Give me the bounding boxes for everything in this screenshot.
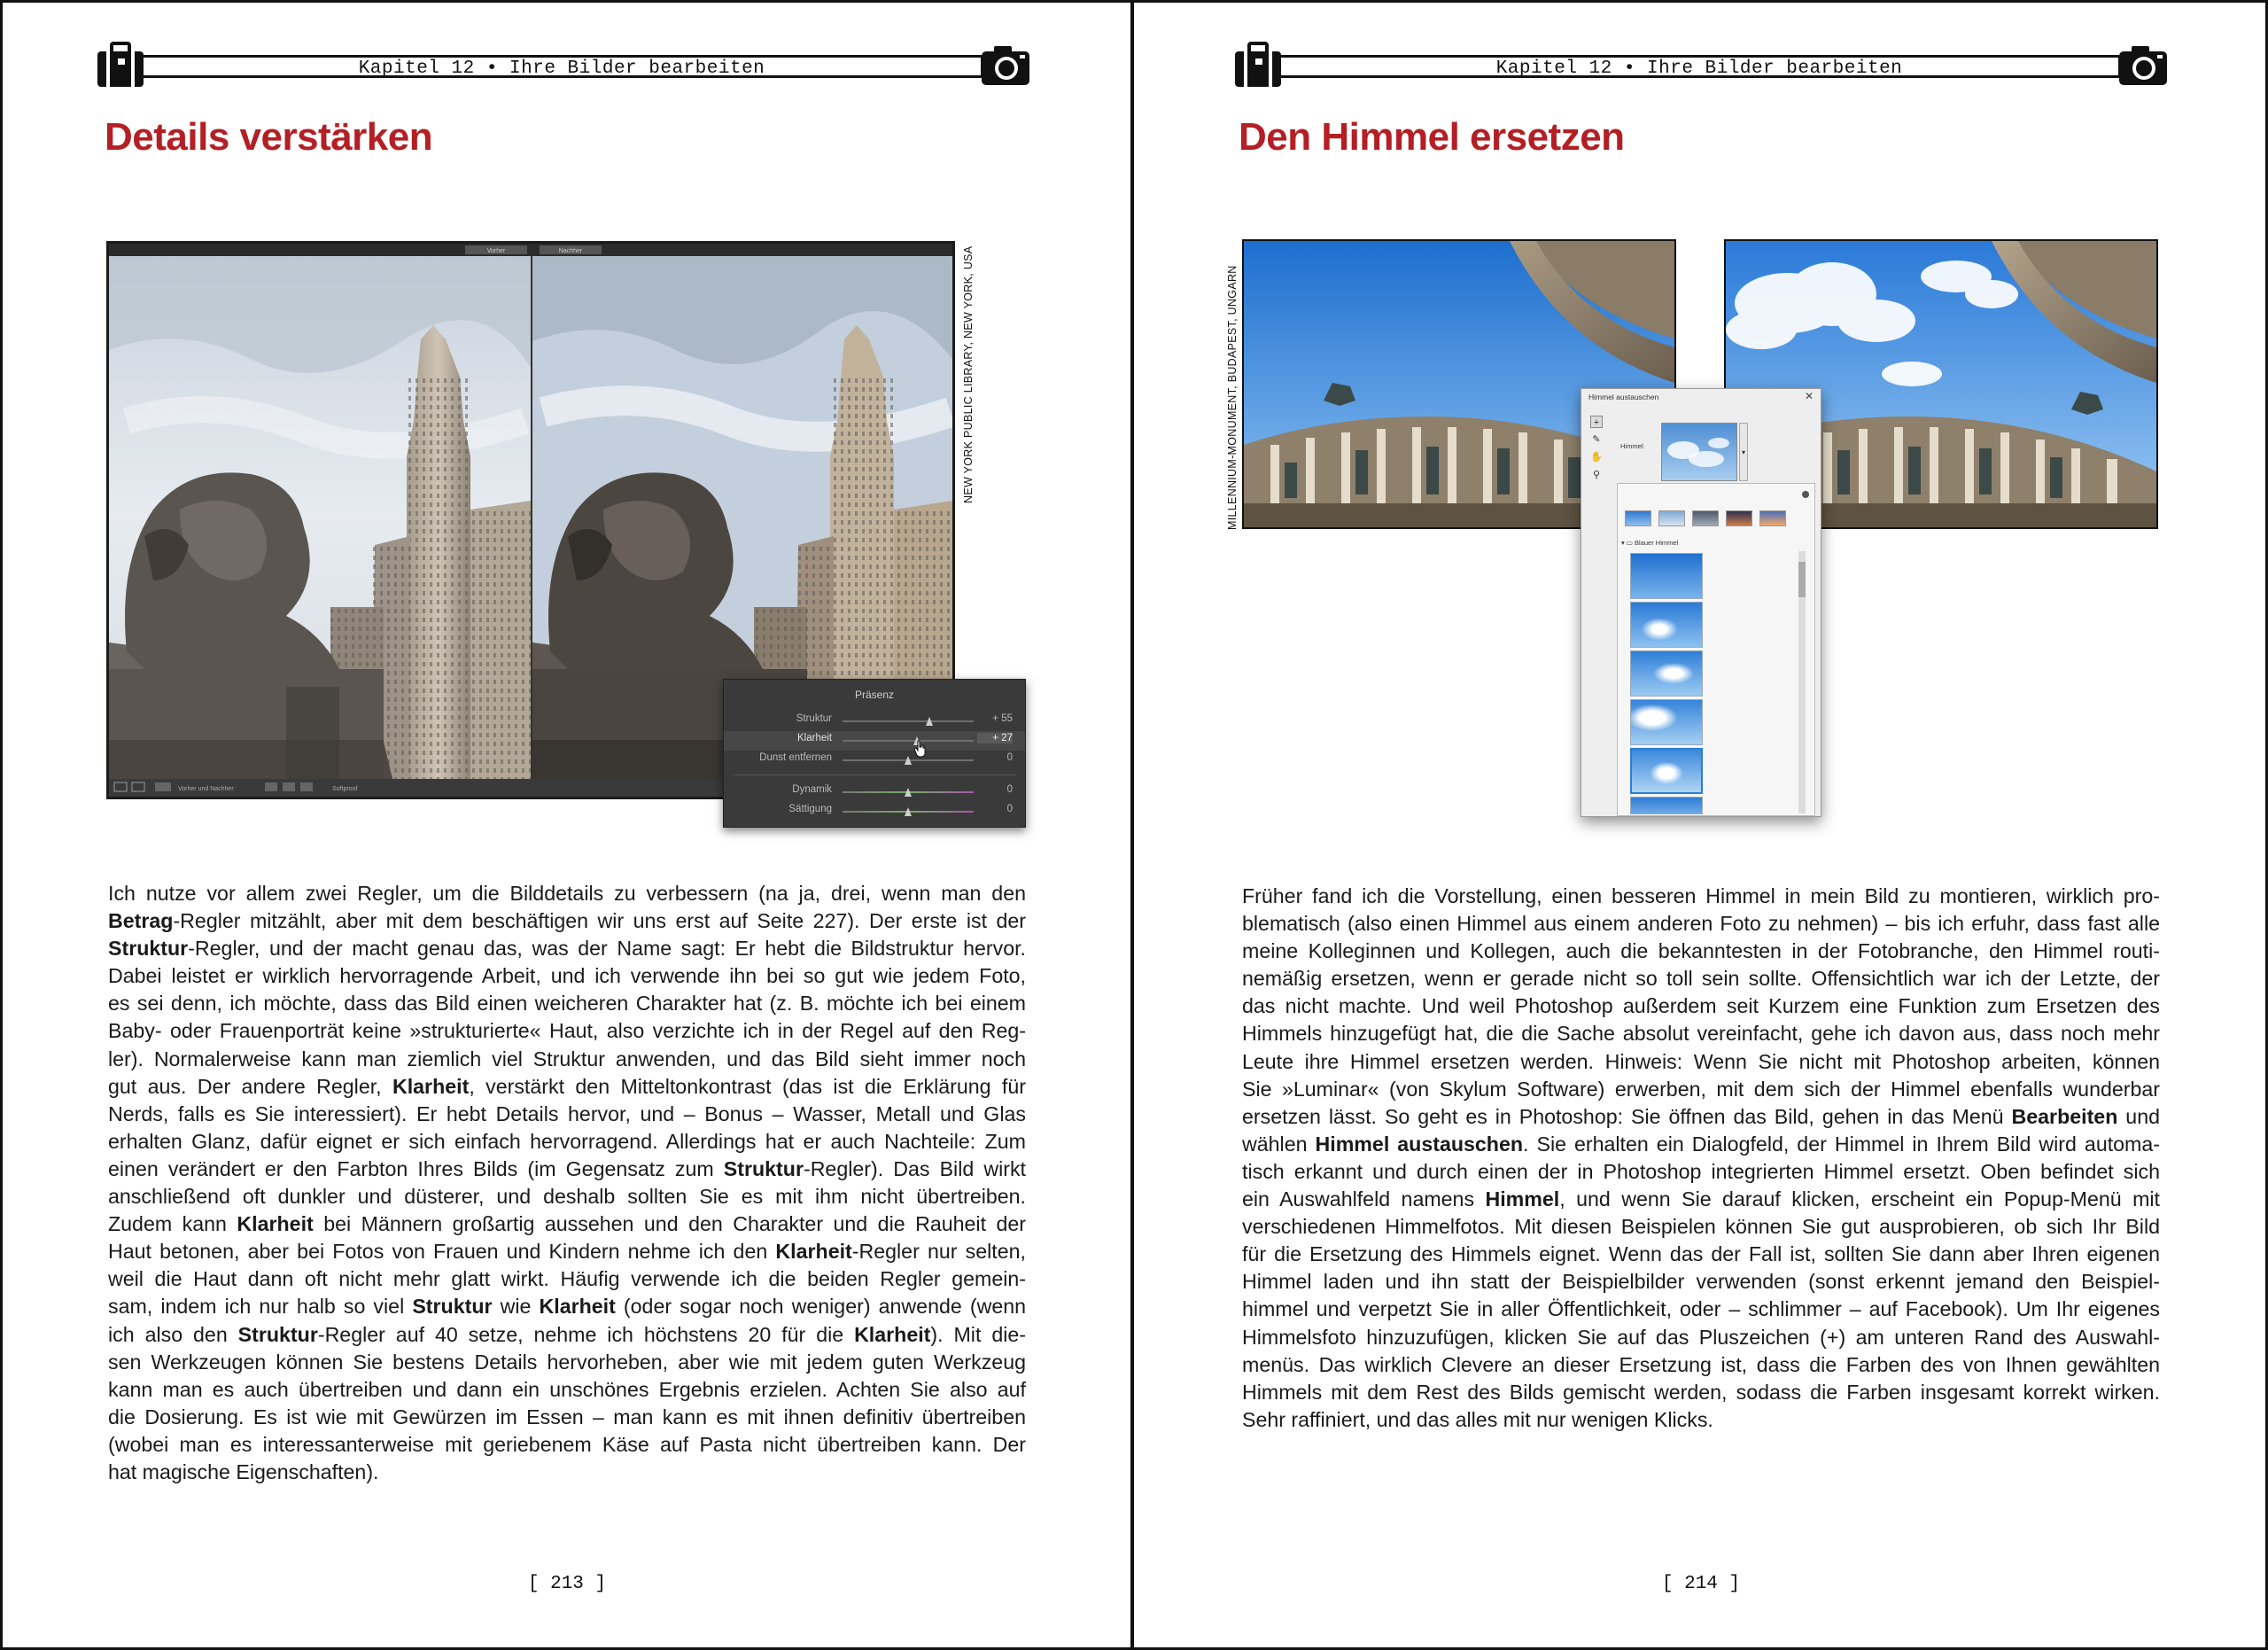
running-header [1233, 41, 2169, 90]
header-bar [1278, 55, 2121, 78]
settings-gear-icon[interactable] [1802, 491, 1809, 498]
header-text: Kapitel 12 • Ihre Bilder bearbeiten [358, 58, 765, 79]
sky-group-thumb[interactable] [1726, 510, 1752, 526]
sky-group-thumbs [1625, 510, 1793, 528]
move-tool-icon[interactable]: + [1590, 416, 1603, 428]
text-line: Himmels mit dem Rest des Bilds gemischt werden, sodass die Farben insgesamt korrekt wirken. [1242, 1380, 2160, 1404]
slider-label: Dynamik [792, 784, 832, 795]
text-line: verschiedenen Himmelfotos. Mit diesen Beispielen können Sie gut ausprobieren, ob sich Ihr Bild [1242, 1215, 2160, 1239]
after-tab: Nachher [558, 248, 583, 254]
sky-preset-item-selected[interactable] [1630, 748, 1703, 794]
text-line: menüs. Das wirklich Clevere an dieser Ersetzung ist, dass die Farben des von Ihnen gewählten [1242, 1352, 2160, 1376]
text-line: nemäßig ersetzen, wenn er gerade nicht so toll sein sollte. Offensichtlich war ich der Letzte, der [1242, 967, 2160, 991]
zoom-tool-icon[interactable]: ⚲ [1592, 470, 1601, 480]
sky-group-thumb[interactable] [1658, 510, 1685, 526]
sky-preset-menu [1617, 483, 1815, 816]
sky-group-label: Blauer Himmel [1635, 539, 1679, 547]
text-line: Früher fand ich die Vorstellung, einen besseren Himmel in mein Bild zu montieren, wirklich pro- [1242, 884, 2160, 907]
slider-label: Klarheit [797, 733, 832, 743]
text-line: sen Werkzeugen können Sie bestens Details hervorheben, aber wie mit jedem guten Werkzeug [108, 1350, 1026, 1374]
text-line: Sehr raffiniert, und das alles mit nur wenigen Klicks. [1242, 1407, 1713, 1431]
sky-group-header[interactable]: ▾ ▭ Blauer Himmel [1621, 539, 1679, 547]
before-tab: Vorher [486, 248, 506, 254]
sky-group-thumb[interactable] [1625, 510, 1651, 526]
sky-select-field[interactable] [1661, 423, 1737, 481]
slider-row-dunst[interactable] [724, 751, 1025, 770]
text-line: himmel und verpetzt Sie in aller Öffentlichkeit, oder – schlimmer – auf Facebook). Um Ihr eigenes [1242, 1297, 2160, 1321]
photo-caption: NEW YORK PUBLIC LIBRARY, NEW YORK, USA [962, 245, 975, 503]
body-text-right [1242, 883, 2160, 1434]
text-line: Himmels hinzugefügt hat, die die Sache absolut vereinfacht, gehe ich davon aus, dass noch mehr [1242, 1022, 2160, 1046]
text-line: sam, indem ich nur halb so viel Struktur wie Klarheit (oder sogar noch weniger) anwende (wenn [108, 1295, 1026, 1319]
suitcase-icon [1233, 41, 1285, 89]
slider-row-saettigung[interactable] [724, 802, 1025, 821]
slider-value: + 55 [992, 713, 1013, 724]
slider-row-struktur[interactable] [724, 712, 1025, 731]
slider-value: 0 [1006, 784, 1013, 795]
text-line: ein Auswahlfeld namens Himmel, und wenn Sie darauf klicken, erscheint ein Popup-Menü mit [1242, 1187, 2160, 1211]
text-line: Struktur-Regler, und der macht genau das, was der Name sagt: Er hebt die Bildstruktur hervor. [108, 937, 1026, 961]
page-number: [ 213 ] [527, 1574, 607, 1594]
slider-value: 0 [1006, 752, 1013, 763]
text-line: ersetzen lässt. So geht es in Photoshop: Sie öffnen das Bild, gehen in das Menü Bearbeiten und [1242, 1104, 2160, 1128]
text-line: Nerds, falls es Sie interessiert). Er hebt Details hervor, und – Bonus – Wasser, Metall und Glas [108, 1101, 1026, 1125]
text-line: Baby- oder Frauenporträt keine »strukturierte« Haut, also verzichte ich in der Regel auf den Reg- [108, 1019, 1026, 1043]
page-title: Den Himmel ersetzen [1239, 115, 1625, 159]
header-bar [140, 55, 983, 78]
slider-label: Struktur [796, 713, 832, 724]
text-line: Betrag-Regler mitzählt, aber mit dem beschäftigen wir uns erst auf Seite 227). Der erste ist der [108, 909, 1026, 933]
slider-value: 0 [1006, 804, 1013, 814]
text-line: Zudem kann Klarheit bei Männern großartig aussehen und den Charakter und die Rauheit der [108, 1212, 1026, 1236]
sky-group-thumb[interactable] [1759, 510, 1786, 526]
sky-preset-item[interactable] [1630, 650, 1703, 697]
sky-thumb-image [1662, 424, 1736, 480]
body-text [108, 880, 1026, 1486]
sky-preset-list [1630, 553, 1703, 817]
close-icon[interactable]: ✕ [1804, 390, 1814, 402]
photo-caption: MILLENNIUM-MONUMENT, BUDAPEST, UNGARN [1226, 265, 1239, 530]
text-line: Himmelsfoto hinzuzufügen, klicken Sie auf das Pluszeichen (+) am unteren Rand des Auswahl- [1242, 1325, 2160, 1349]
running-header [96, 41, 1031, 90]
slider-label: Dunst entfernen [759, 752, 832, 763]
header-text: Kapitel 12 • Ihre Bilder bearbeiten [1495, 58, 1903, 79]
page-title: Details verstärken [105, 115, 433, 159]
text-line: hat magische Eigenschaften). [108, 1459, 379, 1483]
text-line: Leute ihre Himmel ersetzen werden. Hinweis: Wenn Sie nicht mit Photoshop arbeiten, können [1242, 1049, 2160, 1073]
text-line: wählen Himmel austauschen. Sie erhalten ein Dialogfeld, der Himmel in Ihrem Bild wird automa- [1242, 1132, 2160, 1156]
text-line: das nicht machte. Und weil Photoshop außerdem seit Kurzem eine Funktion zum Ersetzen des [1242, 994, 2160, 1018]
text-line: Haut betonen, aber bei Fotos von Frauen und Kindern nehme ich den Klarheit-Regler nur selten, [108, 1240, 1026, 1264]
sky-preset-item[interactable] [1630, 699, 1703, 745]
text-line: tisch erkannt und durch einen der in Photoshop integrierten Himmel ersetzt. Oben befindet sich [1242, 1159, 2160, 1183]
camera-icon [2117, 44, 2169, 87]
scrollbar-thumb[interactable] [1798, 562, 1806, 597]
text-line: Himmel laden und ihn statt der Beispielbilder verwenden (sonst erkennt jemand den Beispiel- [1242, 1270, 2160, 1294]
toolbar-label: Vorher und Nachher [178, 786, 234, 792]
text-line: blematisch (also einen Himmel aus einem anderen Foto zu nehmen) – bis ich erfuhr, dass fast alle [1242, 912, 2160, 936]
dialog-toolbar [1590, 416, 1606, 486]
slider-track[interactable] [843, 720, 974, 722]
page-number: [ 214 ] [1661, 1574, 1741, 1594]
slider-value: + 27 [977, 733, 1013, 743]
scrollbar[interactable] [1798, 551, 1806, 813]
camera-icon [980, 44, 1031, 87]
before-image [109, 256, 531, 779]
sky-field-label: Himmel: [1620, 442, 1645, 450]
text-line: für die Ersetzung des Himmels eignet. Wenn das der Fall ist, sollten Sie dann aber Ihren eigenen [1242, 1242, 2160, 1266]
sky-preset-item[interactable] [1630, 602, 1703, 648]
dialog-title: Himmel austauschen [1588, 393, 1659, 401]
text-line: (wobei man es interessanterweise mit geriebenem Käse auf Pasta nicht übertreiben kann. Der [108, 1432, 1026, 1456]
text-line: weil die Haut dann oft nicht mehr glatt wirkt. Häufig verwende ich die beiden Regler gemein- [108, 1267, 1026, 1291]
sky-group-thumb[interactable] [1692, 510, 1719, 526]
presence-panel [723, 679, 1026, 828]
sky-replacement-dialog [1581, 388, 1821, 817]
text-line: einen verändert er den Farbton Ihres Bilds (im Gegensatz zum Struktur-Regler). Das Bild wirkt [108, 1156, 1026, 1180]
text-line: die Dosierung. Es ist wie mit Gewürzen im Essen – man kann es mit ihnen definitiv übertreiben [108, 1405, 1026, 1428]
slider-row-dynamik[interactable] [724, 782, 1025, 802]
slider-track[interactable] [843, 740, 974, 742]
text-line: gut aus. Der andere Regler, Klarheit, verstärkt den Mitteltonkontrast (das ist die Erklärung für [108, 1074, 1026, 1098]
text-line: meine Kolleginnen und Kollegen, auch die bekanntesten in der Fotobranche, den Himmel routi- [1242, 939, 2160, 963]
suitcase-icon [96, 41, 147, 89]
panel-separator [733, 774, 1016, 775]
text-line: ler). Normalerweise kann man ziemlich viel Struktur anwenden, und das Bild sieht immer noch [108, 1047, 1026, 1070]
text-line: anschließend oft dunkler und düsterer, und deshalb sollten Sie es mit ihm nicht übertreiben. [108, 1185, 1026, 1209]
chevron-down-icon[interactable]: ▾ [1739, 423, 1748, 481]
text-line: Sie »Luminar« (von Skylum Software) erwerben, mit dem sich der Himmel ebenfalls wunderbar [1242, 1077, 2160, 1101]
toolbar-softproof: Softproof [332, 786, 358, 792]
slider-row-klarheit[interactable] [724, 731, 1025, 751]
slider-label: Sättigung [788, 804, 832, 814]
sky-preset-item[interactable] [1630, 797, 1703, 814]
sky-preset-item[interactable] [1630, 553, 1703, 599]
hand-tool-icon[interactable]: ✋ [1590, 452, 1603, 463]
left-page [0, 0, 1130, 1650]
text-line: Ich nutze vor allem zwei Regler, um die Bilddetails zu verbessern (na ja, drei, wenn man den [108, 882, 1026, 905]
brush-tool-icon[interactable]: ✎ [1592, 434, 1601, 445]
text-line: ich also den Struktur-Regler auf 40 setze, nehme ich höchstens 20 für die Klarheit). Mit die- [108, 1322, 1026, 1346]
text-line: es sei denn, ich möchte, dass das Bild einen weicheren Charakter hat (z. B. möchte ich bei einem [108, 992, 1026, 1016]
panel-heading: Präsenz [854, 689, 895, 701]
text-line: kann man es auch übertreiben und dann ein unschönes Ergebnis erzielen. Achten Sie also auf [108, 1377, 1026, 1401]
text-line: Dabei leistet er wirklich hervorragende Arbeit, und ich verwende ihn bei so gut wie jedem Foto, [108, 964, 1026, 988]
text-line: erhalten Glanz, dafür eignet er sich einfach hervorragend. Allerdings hat er auch Nachteile: Zum [108, 1129, 1026, 1153]
